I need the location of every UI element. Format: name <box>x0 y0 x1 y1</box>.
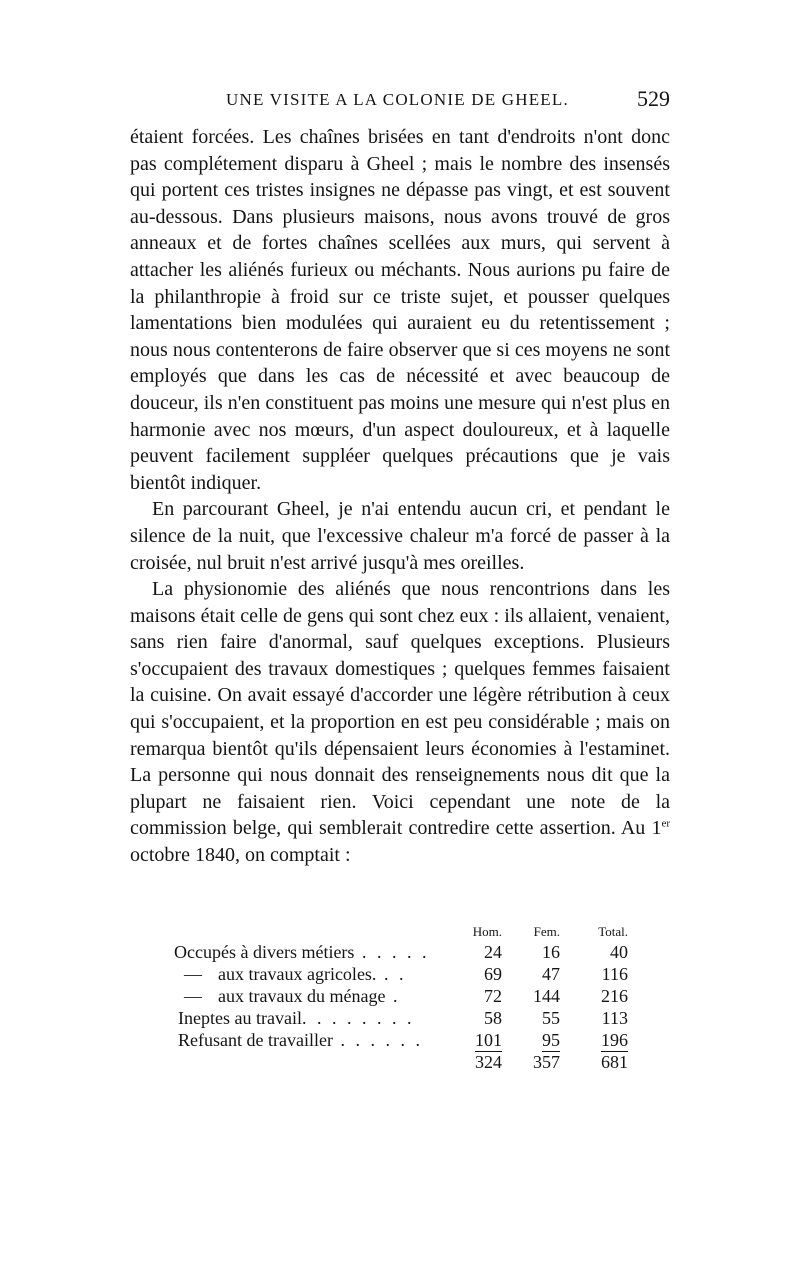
row-leader: . . . . . . <box>332 1030 423 1050</box>
row-leader: . <box>385 986 401 1006</box>
cell-hom: 69 <box>484 964 502 984</box>
cell-total: 113 <box>601 1008 628 1028</box>
cell-total: 116 <box>601 964 628 984</box>
row-label-text: aux travaux du ménage <box>218 986 386 1006</box>
row-label-text: Ineptes au travail <box>178 1008 302 1028</box>
cell-hom: 72 <box>484 986 502 1006</box>
paragraph-3 <box>130 576 670 869</box>
total-hom: 324 <box>475 1052 502 1072</box>
ditto-dash: — <box>184 986 202 1006</box>
body-text <box>130 124 670 869</box>
header-fem: Fem. <box>533 924 560 939</box>
ditto-dash: — <box>184 964 202 984</box>
cell-fem: 95 <box>542 1030 560 1050</box>
cell-hom: 101 <box>475 1030 502 1050</box>
total-fem: 357 <box>533 1052 560 1072</box>
paragraph-3-text: La physionomie des aliénés que nous rencontrions dans les maisons était celle de gens qui sont chez eux : ils allaient, venaient, sans rien faire d'anormal, sauf quelques exceptions. Plusieurs s'occupaient des travaux domestiques ; quelques femmes faisaient la cuisine. On avait essayé d'accorder une légère rétribution à ceux qui s'occupaient, et la proportion en est peu considérable ; mais on remarqua bientôt qu'ils dépensaient leurs économies à l'estaminet. La personne qui nous donnait des renseignements nous dit que la plupart ne faisaient rien. Voici cependant une note de la commission belge, qui semblerait contredire cette assertion. Au <box>130 578 670 840</box>
table-row <box>130 964 670 986</box>
row-label <box>178 964 406 985</box>
cell-hom: 58 <box>484 1008 502 1028</box>
total-total: 681 <box>601 1052 628 1072</box>
table-row <box>130 1030 670 1052</box>
running-title: UNE VISITE A LA COLONIE DE GHEEL. <box>226 90 569 109</box>
page-header <box>130 86 670 120</box>
paragraph-1: étaient forcées. Les chaînes brisées en tant d'endroits n'ont donc pas complétement disparu à Gheel ; mais le nombre des insensés qui portent ces tristes insignes ne dépasse pas vingt, et est souvent au-dessous. Dans plusieurs maisons, nous avons trouvé de gros anneaux et de fortes chaînes scellées aux murs, qui servent à attacher les aliénés furieux ou méchants. Nous aurions pu faire de la philanthropie à froid sur ce triste sujet, et pousser quelques lamentations bien modulées qui auraient eu du retentissement ; nous nous contenterons de faire observer que si ces moyens ne sont employés que dans les cas de nécessité et avec beaucoup de douceur, ils n'en constituent pas moins une mesure qui n'est plus en harmonie avec nos mœurs, d'un aspect douloureux, et à laquelle peuvent facilement suppléer quelques précautions que je vais bientôt indiquer. <box>130 126 670 494</box>
date-ordinal: er <box>661 817 670 830</box>
table-row <box>130 986 670 1008</box>
row-label-text: aux travaux agricoles. <box>218 964 377 984</box>
table-header <box>130 924 670 942</box>
row-label <box>178 1030 423 1051</box>
row-label-text: Refusant de travailler <box>178 1030 333 1050</box>
cell-hom: 24 <box>484 942 502 962</box>
row-label-text: Occupés à divers métiers <box>174 942 355 962</box>
row-label <box>174 942 429 963</box>
page-number: 529 <box>637 86 670 111</box>
row-leader: . . . . . <box>354 942 430 962</box>
header-total: Total. <box>598 924 628 939</box>
date-day: 1 <box>651 817 662 840</box>
row-label <box>178 1008 414 1029</box>
row-leader: . . <box>376 964 407 984</box>
table-row <box>130 942 670 964</box>
cell-total: 196 <box>601 1030 628 1050</box>
row-leader: . . . . . . . . <box>301 1008 415 1028</box>
row-label <box>178 986 400 1007</box>
date-rest: octobre 1840, on comptait : <box>130 844 351 867</box>
paragraph-2: En parcourant Gheel, je n'ai entendu aucun cri, et pendant le silence de la nuit, que l'excessive chaleur m'a forcé de passer à la croisée, nul bruit n'est arrivé jusqu'à mes oreilles. <box>130 498 670 574</box>
totals-row <box>130 1052 670 1074</box>
cell-fem: 55 <box>542 1008 560 1028</box>
cell-total: 216 <box>601 986 628 1006</box>
table-row <box>130 1008 670 1030</box>
cell-total: 40 <box>610 942 628 962</box>
cell-fem: 47 <box>542 964 560 984</box>
statistics-table <box>130 924 670 1074</box>
header-hom: Hom. <box>472 924 502 939</box>
cell-fem: 16 <box>542 942 560 962</box>
cell-fem: 144 <box>533 986 560 1006</box>
